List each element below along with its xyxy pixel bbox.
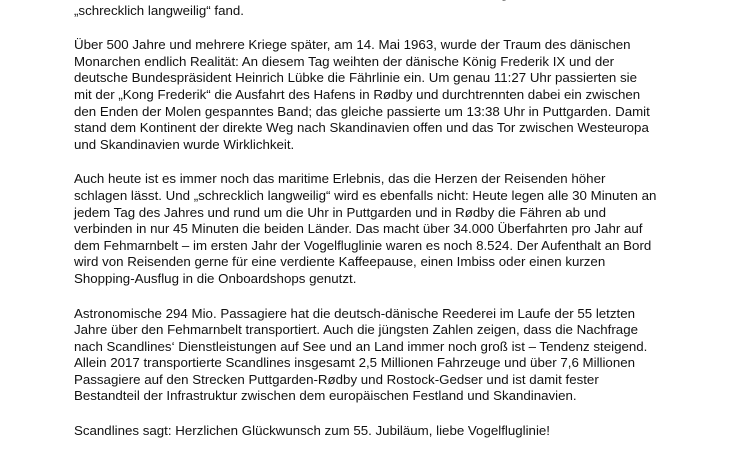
text-line: Astronomische 294 Mio. Passagiere hat die deutsch-dänische Reederei im Laufe der 55 letzten [74, 305, 636, 321]
text-line: dem Fehmarnbelt – im ersten Jahr der Vogelfluglinie waren es noch 8.524. Der Aufenthalt an Bord [74, 237, 652, 253]
text-line: verbinden in nur 45 Minuten die beiden Länder. Das macht über 34.000 Überfahrten pro Jahr auf [74, 221, 643, 237]
text-line: Passagiere auf den Strecken Puttgarden-Rødby und Rostock-Gedser und ist damit fester [74, 371, 599, 387]
paragraph-intro-fragment [74, 0, 714, 19]
text-line: „schrecklich langweilig“ fand. [74, 2, 244, 18]
text-line: Allein 2017 transportierte Scandlines insgesamt 2,5 Millionen Fahrzeuge und über 7,6 Millionen [74, 355, 636, 371]
text-line: den Enden der Molen gespanntes Band; das gleiche passierte um 13:38 Uhr in Puttgarden. Damit [74, 103, 650, 119]
text-line: schlagen lässt. Und „schrecklich langweilig“ wird es ebenfalls nicht: Heute legen alle 30 Minuten an [74, 187, 657, 203]
document-body [74, 0, 714, 458]
text-line: und Skandinavien wurde Wirklichkeit. [74, 136, 295, 152]
paragraph-today [74, 171, 714, 287]
text-line: Scandlines sagt: Herzlichen Glückwunsch zum 55. Jubiläum, liebe Vogelfluglinie! [74, 423, 550, 439]
paragraph-history-1963 [74, 37, 714, 153]
text-line: Shopping-Ausflug in die Onboardshops genutzt. [74, 270, 357, 286]
text-line: stand dem Kontinent der direkte Weg nach Skandinavien offen und das Tor zwischen Westeuropa [74, 120, 649, 136]
text-line: Auch heute ist es immer noch das maritime Erlebnis, das die Herzen der Reisenden höher [74, 171, 606, 187]
text-line: Über 500 Jahre und mehrere Kriege später, am 14. Mai 1963, wurde der Traum des dänischen [74, 37, 631, 53]
text-line: deutsche Bundespräsident Heinrich Lübke die Fährlinie ein. Um genau 11:27 Uhr passierten sie [74, 70, 637, 86]
text-line: nach Scandlines‘ Dienstleistungen auf See und an Land immer noch groß ist – Tendenz steigend. [74, 338, 648, 354]
text-line: jedem Tag des Jahres und rund um die Uhr in Puttgarden und in Rødby die Fähren ab und [74, 204, 606, 220]
paragraph-closing [74, 423, 714, 440]
paragraph-statistics [74, 306, 714, 406]
text-line: Jahre über den Fehmarnbelt transportiert. Auch die jüngsten Zahlen zeigen, dass die Nachfrage [74, 322, 638, 338]
text-line: wird von Reisenden gerne für eine verdiente Kaffeepause, einen Imbiss oder einen kurzen [74, 254, 606, 270]
text-line: mit der „Kong Frederik“ die Ausfahrt des Hafens in Rødby und durchtrennten dabei ein zwischen [74, 86, 641, 102]
text-line: Bestandteil der Infrastruktur zwischen dem europäischen Festland und Skandinavien. [74, 388, 577, 404]
text-line: Monarchen endlich Realität: An diesem Tag weihten der dänische König Frederik IX und der [74, 53, 615, 69]
